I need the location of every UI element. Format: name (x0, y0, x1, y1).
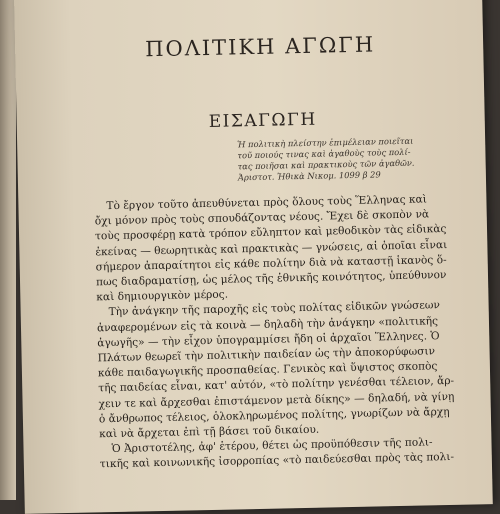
body-line: ὄχι μόνον πρὸς τοὺς σπουδάζοντας νέους. Ἔχει δὲ σκοπὸν νὰ (94, 208, 430, 228)
body-line: ἐκείνας — θεωρητικὰς καὶ πρακτικὰς — γνώσεις, αἱ ὁποῖαι εἶναι (95, 238, 448, 258)
section-heading: ΕΙΣΑΓΩΓΗ (208, 109, 317, 132)
body-text (94, 191, 500, 473)
body-line: Πλάτων θεωρεῖ τὴν πολιτικὴν παιδείαν ὡς τὴν ἀποκορύφωσιν (97, 345, 436, 365)
epigraph-citation: Ἀριστοτ. Ἠθικὰ Νικομ. 1099 β 29 (237, 169, 381, 183)
body-line: ἀναφερομένων εἰς τὰ κοινὰ — δηλαδὴ τὴν ἀνάγκην «πολιτικῆς (96, 314, 439, 334)
body-line: πως διαδραματίσῃ, ὡς μέλος τῆς ἐθνικῆς κοινότητος, ὑπεύθυνον (95, 269, 447, 289)
body-line: τῆς παιδείας εἶναι, κατ' αὐτόν, «τὸ πολίτην γενέσθαι τέλειον, ἄρ- (98, 375, 455, 395)
body-line: Τὴν ἀνάγκην τῆς παροχῆς εἰς τοὺς πολίτας εἰδικῶν γνώσεων (108, 299, 441, 319)
body-line: τικῆς καὶ κοινωνικῆς ἰσορροπίας «τὸ παιδεύεσθαι πρὸς τὰς πολι- (99, 451, 455, 471)
epigraph-line: τας ποιῆσαι καὶ πρακτικοὺς τῶν ἀγαθῶν. (237, 157, 415, 172)
chapter-title: ΠΟΛΙΤΙΚΗ ΑΓΩΓΗ (144, 32, 376, 62)
body-line: ὁ ἄνθρωπος τέλειος, ὁλοκληρωμένος πολίτης, γνωρίζων νὰ ἄρχῃ (98, 405, 450, 426)
epigraph-line: τοῦ ποιούς τινας καὶ ἀγαθοὺς τοὺς πολί- (237, 146, 411, 161)
body-line: χειν τε καὶ ἄρχεσθαι ἐπιστάμενον μετὰ δίκης» — δηλαδή, νὰ γίνῃ (98, 390, 455, 410)
book-spine (0, 0, 16, 500)
epigraph (237, 134, 493, 183)
body-line: καὶ δημιουργικὸν μέρος. (96, 288, 229, 304)
body-line: καὶ νὰ ἄρχεται ἐπὶ τῇ βάσει τοῦ δικαίου. (99, 423, 320, 441)
body-line: Τὸ ἔργον τοῦτο ἀπευθύνεται πρὸς ὅλους τοὺς Ἕλληνας καὶ (106, 193, 428, 213)
body-line: σήμερον ἀπαραίτητοι εἰς κάθε πολίτην διὰ νὰ καταστῇ ἱκανὸς ὅ- (95, 253, 447, 274)
epigraph-line: Ἡ πολιτικὴ πλείστην ἐπιμέλειαν ποιεῖται (237, 135, 414, 150)
book-page (14, 0, 493, 514)
body-line: κάθε παιδαγωγικῆς προσπαθείας. Γενικὸς καὶ ὕψιστος σκοπὸς (97, 360, 438, 380)
body-line: Ὁ Ἀριστοτέλης, ἀφ' ἑτέρου, θέτει ὡς προϋπόθεσιν τῆς πολι- (111, 436, 433, 456)
body-line: τοὺς προσφέρῃ κατὰ τρόπον εὔληπτον καὶ μεθοδικὸν τὰς εἰδικὰς (94, 223, 447, 243)
body-line: ἀγωγῆς» — τὴν εἶχον ὑπογραμμίσει ἤδη οἱ ἀρχαῖοι Ἕλληνες. Ὁ (97, 329, 440, 350)
